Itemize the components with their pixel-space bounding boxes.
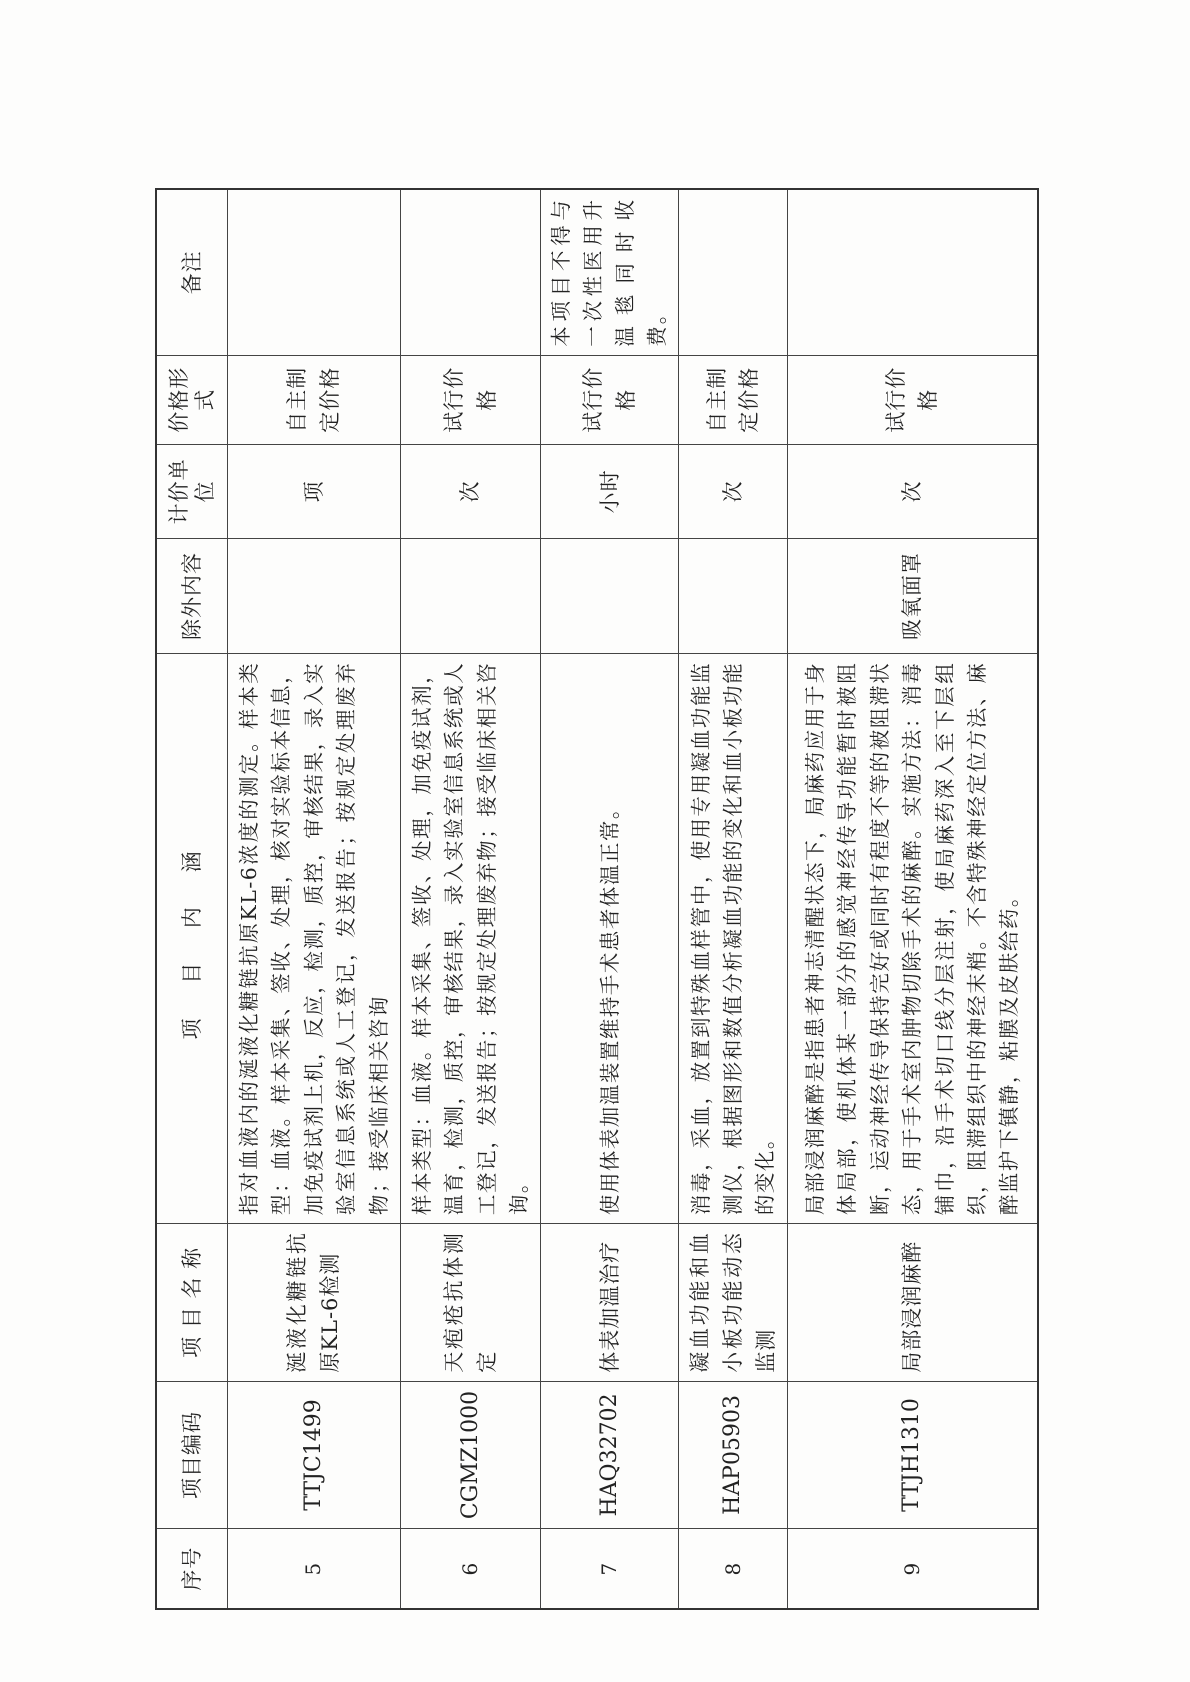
pricing-items-table xyxy=(155,188,1039,1610)
cell-excluded xyxy=(679,539,788,654)
table-row xyxy=(400,189,541,1609)
cell-code: CGMZ1000 xyxy=(400,1381,541,1529)
cell-excluded: 吸氧面罩 xyxy=(788,539,1038,654)
cell-name: 涎液化糖链抗原KL-6检测 xyxy=(228,1224,401,1382)
cell-content: 使用体表加温装置维持手术患者体温正常。 xyxy=(541,653,679,1223)
cell-name: 凝血功能和血小板功能动态监测 xyxy=(679,1224,788,1382)
table-row xyxy=(679,189,788,1609)
cell-price-form: 自主制定价格 xyxy=(228,355,401,444)
cell-code: HAQ32702 xyxy=(541,1381,679,1529)
header-price-form: 价格形式 xyxy=(156,355,228,444)
header-content: 项 目 内 涵 xyxy=(156,653,228,1223)
cell-price-form: 试行价格 xyxy=(541,355,679,444)
cell-remarks xyxy=(679,189,788,355)
cell-price-form: 试行价格 xyxy=(788,355,1038,444)
header-name: 项 目 名 称 xyxy=(156,1224,228,1382)
cell-seq: 5 xyxy=(228,1529,401,1609)
cell-name: 体表加温治疗 xyxy=(541,1224,679,1382)
cell-seq: 9 xyxy=(788,1529,1038,1609)
table-header-row xyxy=(156,189,228,1609)
cell-remarks xyxy=(400,189,541,355)
cell-excluded xyxy=(400,539,541,654)
cell-excluded xyxy=(228,539,401,654)
table-row xyxy=(228,189,401,1609)
cell-unit: 次 xyxy=(788,444,1038,539)
cell-content: 消毒，采血，放置到特殊血样管中，使用专用凝血功能监测仪，根据图形和数值分析凝血功能的变化和血小板功能的变化。 xyxy=(679,653,788,1223)
cell-code: HAP05903 xyxy=(679,1381,788,1529)
cell-code: TTJH1310 xyxy=(788,1381,1038,1529)
cell-content: 样本类型：血液。样本采集、签收、处理，加免疫试剂，温育，检测，质控，审核结果，录入实验室信息系统或人工登记，发送报告；按规定处理废弃物；接受临床相关咨询。 xyxy=(400,653,541,1223)
cell-remarks xyxy=(228,189,401,355)
cell-remarks xyxy=(788,189,1038,355)
cell-seq: 7 xyxy=(541,1529,679,1609)
cell-price-form: 自主制定价格 xyxy=(679,355,788,444)
header-seq: 序号 xyxy=(156,1529,228,1609)
header-code: 项目编码 xyxy=(156,1381,228,1529)
cell-seq: 6 xyxy=(400,1529,541,1609)
cell-code: TTJC1499 xyxy=(228,1381,401,1529)
cell-content: 局部浸润麻醉是指患者神志清醒状态下，局麻药应用于身体局部，使机体某一部分的感觉神经传导功能暂时被阻断，运动神经传导保持完好或同时有程度不等的被阻滞状态，用于手术室内肿物切除手术的麻醉。实施方法：消毒铺巾，沿手术切口线分层注射，使局麻药深入至下层组织，阻滞组织中的神经末梢。不含特殊神经定位方法、麻醉监护下镇静，粘膜及皮肤给药。 xyxy=(788,653,1038,1223)
cell-unit: 小时 xyxy=(541,444,679,539)
header-excluded: 除外内容 xyxy=(156,539,228,654)
header-unit: 计价单位 xyxy=(156,444,228,539)
cell-unit: 次 xyxy=(400,444,541,539)
table-row xyxy=(788,189,1038,1609)
header-remarks: 备注 xyxy=(156,189,228,355)
table-row xyxy=(541,189,679,1609)
rotated-table-container xyxy=(155,188,1022,1610)
cell-name: 局部浸润麻醉 xyxy=(788,1224,1038,1382)
cell-seq: 8 xyxy=(679,1529,788,1609)
cell-unit: 次 xyxy=(679,444,788,539)
cell-remarks: 本项目不得与一次性医用升温毯同时收费。 xyxy=(541,189,679,355)
cell-excluded xyxy=(541,539,679,654)
cell-name: 天疱疮抗体测定 xyxy=(400,1224,541,1382)
cell-content: 指对血液内的涎液化糖链抗原KL-6浓度的测定。样本类型：血液。样本采集、签收、处理，核对实验标本信息，加免疫试剂上机，反应，检测，质控，审核结果，录入实验室信息系统或人工登记，发送报告；按规定处理废弃物；接受临床相关咨询 xyxy=(228,653,401,1223)
cell-price-form: 试行价格 xyxy=(400,355,541,444)
cell-unit: 项 xyxy=(228,444,401,539)
